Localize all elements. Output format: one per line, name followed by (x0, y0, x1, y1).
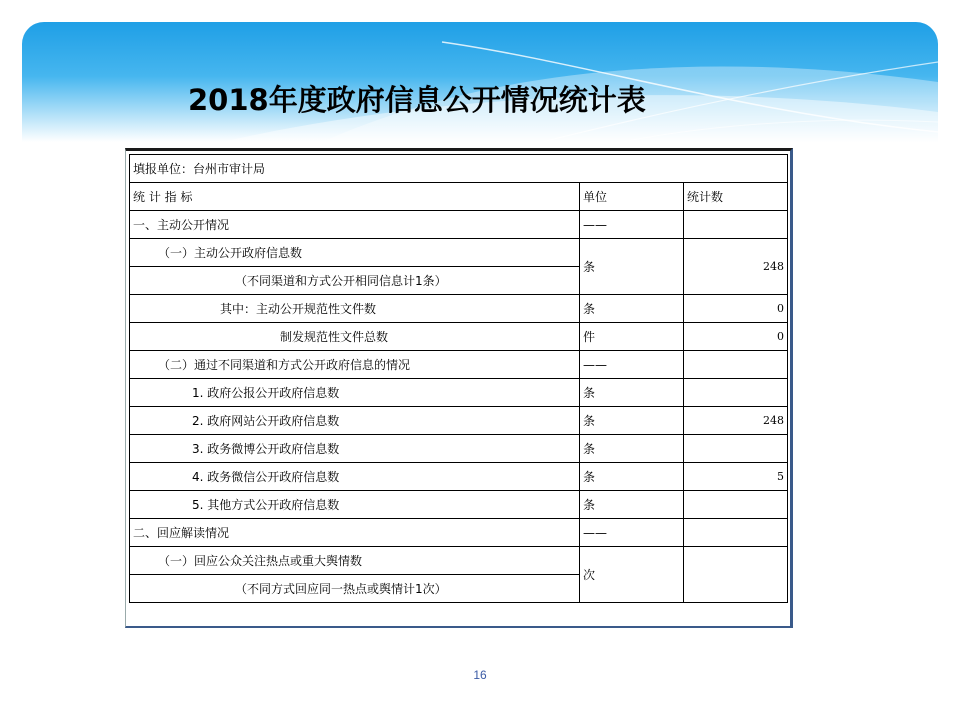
row-value: 0 (684, 323, 788, 351)
row-unit: —— (580, 351, 684, 379)
row-label: （一）回应公众关注热点或重大舆情数 (130, 547, 580, 575)
header-indicator: 统 计 指 标 (130, 183, 580, 211)
row-unit: 条 (580, 491, 684, 519)
row-label: 3. 政务微博公开政府信息数 (130, 435, 580, 463)
row-value (684, 519, 788, 547)
row-label: 其中：主动公开规范性文件数 (130, 295, 580, 323)
row-label: 制发规范性文件总数 (130, 323, 580, 351)
row-value: 0 (684, 295, 788, 323)
table-row (130, 407, 788, 435)
row-label: （不同渠道和方式公开相同信息计1条） (130, 267, 580, 295)
row-label: 2. 政府网站公开政府信息数 (130, 407, 580, 435)
table-row (130, 547, 788, 575)
row-unit: 次 (580, 547, 684, 603)
table-row (130, 519, 788, 547)
row-label: （不同方式回应同一热点或舆情计1次） (130, 575, 580, 603)
row-label: （一）主动公开政府信息数 (130, 239, 580, 267)
row-label: 1. 政府公报公开政府信息数 (130, 379, 580, 407)
page-number: 16 (473, 668, 487, 682)
row-unit: —— (580, 519, 684, 547)
table-row (130, 295, 788, 323)
row-label: 一、主动公开情况 (130, 211, 580, 239)
row-value (684, 491, 788, 519)
row-unit: 条 (580, 239, 684, 295)
row-value (684, 547, 788, 603)
row-value: 248 (684, 239, 788, 295)
row-unit: —— (580, 211, 684, 239)
table-row (130, 155, 788, 183)
row-value: 5 (684, 463, 788, 491)
table-row (130, 379, 788, 407)
row-label: 5. 其他方式公开政府信息数 (130, 491, 580, 519)
statistics-table (129, 154, 788, 603)
row-value (684, 379, 788, 407)
row-unit: 件 (580, 323, 684, 351)
slide-title: 2018年度政府信息公开情况统计表 (188, 83, 646, 117)
row-unit: 条 (580, 463, 684, 491)
header-unit: 单位 (580, 183, 684, 211)
header-count: 统计数 (684, 183, 788, 211)
table-row (130, 239, 788, 267)
row-unit: 条 (580, 407, 684, 435)
table-row (130, 323, 788, 351)
row-label: 4. 政务微信公开政府信息数 (130, 463, 580, 491)
row-value: 248 (684, 407, 788, 435)
row-value (684, 211, 788, 239)
reporting-unit: 填报单位：台州市审计局 (130, 155, 788, 183)
table-row (130, 351, 788, 379)
row-unit: 条 (580, 435, 684, 463)
row-label: （二）通过不同渠道和方式公开政府信息的情况 (130, 351, 580, 379)
table-row (130, 463, 788, 491)
table-row (130, 211, 788, 239)
row-unit: 条 (580, 379, 684, 407)
table-header-row (130, 183, 788, 211)
row-value (684, 351, 788, 379)
table-row (130, 491, 788, 519)
row-value (684, 435, 788, 463)
statistics-table-image (125, 148, 793, 628)
row-unit: 条 (580, 295, 684, 323)
row-label: 二、回应解读情况 (130, 519, 580, 547)
table-row (130, 435, 788, 463)
